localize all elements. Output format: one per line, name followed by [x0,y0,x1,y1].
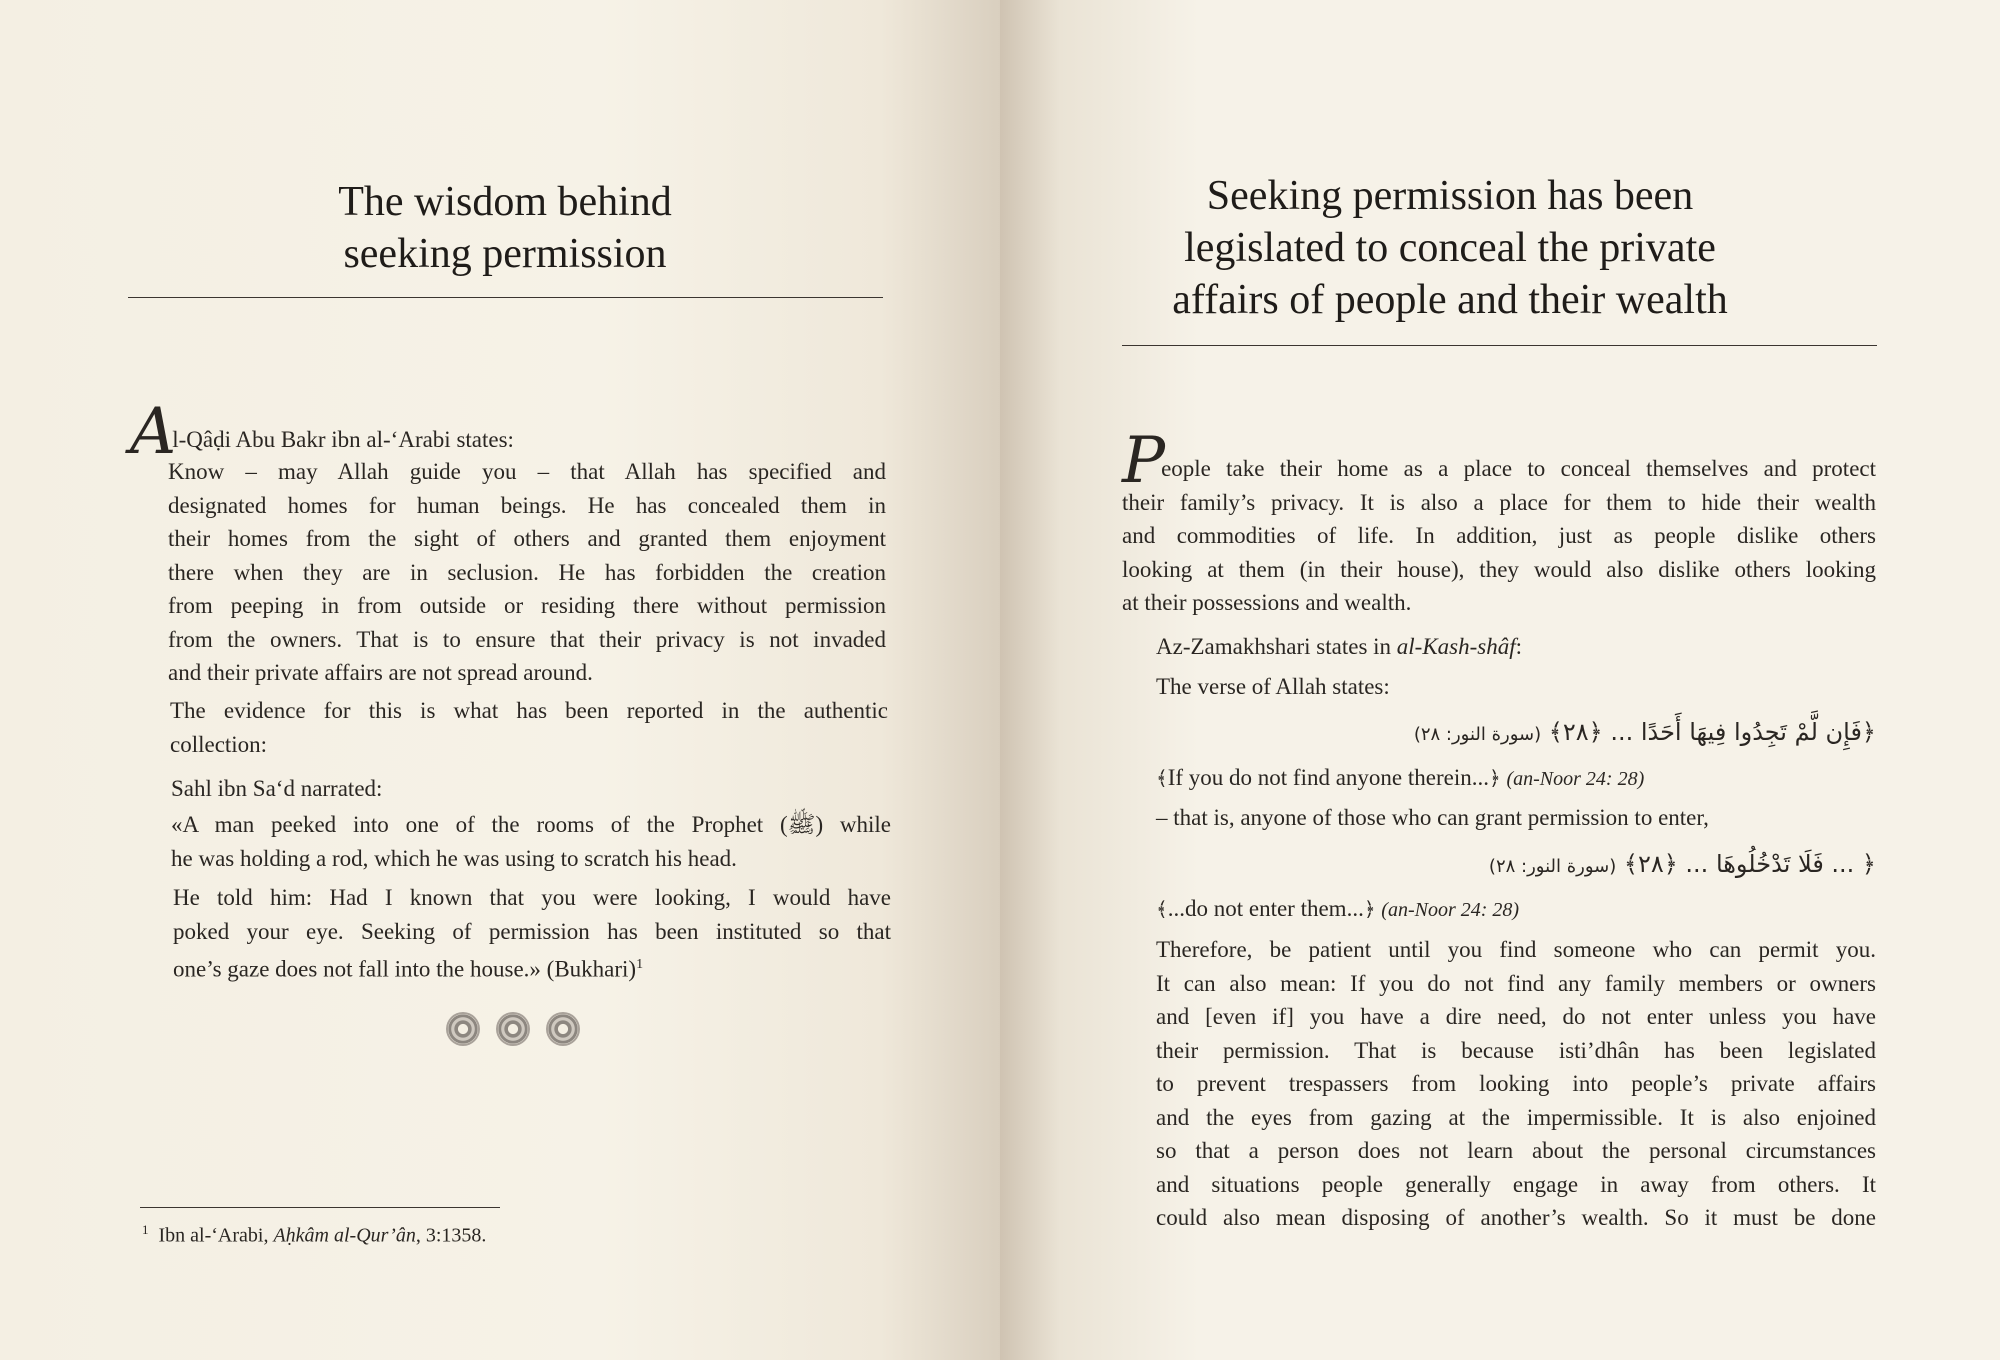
hadith-line: poked your eye. Seeking of permission has been instituted so that [173,918,891,944]
right-heading-line-2: legislated to conceal the private [1184,225,1716,271]
verse-intro-text: The verse of Allah states: [1156,674,1390,699]
para-line: and commodities of life. In addition, just as people dislike others [1122,523,1876,548]
left-heading-line-2: seeking permission [343,231,667,277]
explanation-1 [1156,801,1876,835]
body-line: their permission. That is because isti’dhân has been legislated [1156,1037,1876,1063]
translation-2-ref: (an-Noor 24: 28) [1381,899,1520,921]
evidence-line: collection: [170,731,268,757]
hadith-line: He told him: Had I known that you were looking, I would have [173,885,891,910]
arabic-verse-2-text: ﴿ ... فَلَا تَدْخُلُوهَا ... ﴿٢٨﴾ [1623,850,1876,878]
zam-prefix: Az-Zamakhshari states in [1156,634,1397,659]
body-line: Therefore, be patient until you find someone who can permit you. [1156,937,1876,962]
body-line: to prevent trespassers from looking into people’s private affairs [1156,1071,1876,1096]
footnote [142,1222,486,1248]
right-heading-rule [1122,345,1877,346]
arabic-verse-1 [1414,718,1876,746]
left-narrator [171,772,889,806]
right-page [1000,0,2000,1360]
flower-ornament-icon [496,1012,530,1046]
para-first-text: eople take their home as a place to conceal themselves and protect [1161,456,1876,481]
zam-suffix: : [1515,634,1523,659]
verse-intro [1156,670,1876,704]
left-quote [168,455,886,690]
hadith-last-text: one’s gaze does not fall into the house.» (Bukhari) [173,956,637,982]
flower-ornament-icon [446,1012,480,1046]
para-line: their family’s privacy. It is also a place for them to hide their wealth [1122,489,1876,515]
narrator-line: Sahl ibn Sa‘d narrated: [171,776,383,801]
left-dropcap: A [130,395,177,469]
left-chapter-heading [200,176,810,280]
footnote-author: Ibn al-‘Arabi, [158,1224,274,1247]
right-chapter-heading [1100,170,1800,326]
body-line: and the eyes from gazing at the impermissible. It is also enjoined [1156,1104,1876,1130]
arabic-verse-2 [1489,850,1876,878]
footnote-ref: 1 [636,957,644,972]
right-para-1 [1122,424,1876,620]
footnote-number: 1 [142,1222,149,1237]
body-line: so that a person does not learn about the personal circumstances [1156,1138,1876,1163]
body-line: could also mean disposing of another’s wealth. So it must be done [1156,1205,1876,1230]
translation-1-line: ﴾If you do not find anyone therein...﴿ (an-Noor 24: 28) [1156,765,1645,790]
footnote-title: Aḥkâm al-Qur’ân [273,1224,416,1247]
quote-line: from the owners. That is to ensure that their privacy is not invaded [168,626,886,652]
body-line: and [even if] you have a dire need, do not enter unless you have [1156,1004,1876,1029]
left-intro-text: l-Qâḍi Abu Bakr ibn al-‘Arabi states: [172,427,514,452]
left-evidence [170,694,888,761]
right-heading-line-3: affairs of people and their wealth [1172,277,1728,323]
left-intro [130,395,690,469]
arabic-verse-1-ref: (سورة النور: ٢٨) [1413,724,1542,745]
quote-line: their homes from the sight of others and granted them enjoyment [168,526,886,551]
translation-1 [1156,761,1876,797]
left-heading-line-1: The wisdom behind [338,179,672,225]
para-line: looking at them (in their house), they would also dislike others looking [1122,556,1876,582]
para-line: at their possessions and wealth. [1122,590,1412,615]
body-line: and situations people generally engage in away from others. It [1156,1171,1876,1197]
left-hadith-continued [173,881,891,986]
left-hadith [171,808,891,875]
hadith-line: «A man peeked into one of the rooms of the Prophet (ﷺ) while [171,812,891,837]
para-line [1122,424,1876,498]
translation-1-text: If you do not find anyone therein... [1167,765,1489,790]
evidence-line: The evidence for this is what has been reported in the authentic [170,698,888,723]
zamakhshari-line [1156,630,1876,664]
translation-2-text: ...do not enter them... [1167,896,1364,921]
quote-line: designated homes for human beings. He has concealed them in [168,492,886,518]
footnote-rule [140,1207,500,1208]
arabic-verse-2-ref: (سورة النور: ٢٨) [1488,856,1617,877]
section-ornament [446,1012,580,1046]
zam-line [1156,630,1876,664]
right-body [1156,933,1876,1235]
body-line: It can also mean: If you do not find any family members or owners [1156,970,1876,996]
translation-1-ref: (an-Noor 24: 28) [1506,768,1645,790]
quote-line: and their private affairs are not spread around. [168,660,593,685]
quote-line: from peeping in from outside or residing there without permission [168,593,886,618]
right-dropcap: P [1122,424,1166,498]
flower-ornament-icon [546,1012,580,1046]
footnote-page: , 3:1358. [415,1224,487,1247]
quote-line: there when they are in seclusion. He has forbidden the creation [168,559,886,585]
left-heading-rule [128,297,883,298]
quote-line: Know – may Allah guide you – that Allah has specified and [168,459,886,484]
explanation-1-text: – that is, anyone of those who can grant permission to enter, [1156,805,1709,830]
translation-2-line: ﴾...do not enter them...﴿ (an-Noor 24: 28) [1156,896,1520,921]
hadith-line: he was holding a rod, which he was using to scratch his head. [171,845,737,871]
zam-title: al-Kash-shâf [1396,634,1516,659]
hadith-line [173,948,891,986]
arabic-verse-1-text: ﴿فَإِن لَّمْ تَجِدُوا فِيهَا أَحَدًا ... ﴿٢٨﴾ [1548,718,1876,746]
translation-2 [1156,892,1876,928]
right-heading-line-1: Seeking permission has been [1206,173,1694,219]
